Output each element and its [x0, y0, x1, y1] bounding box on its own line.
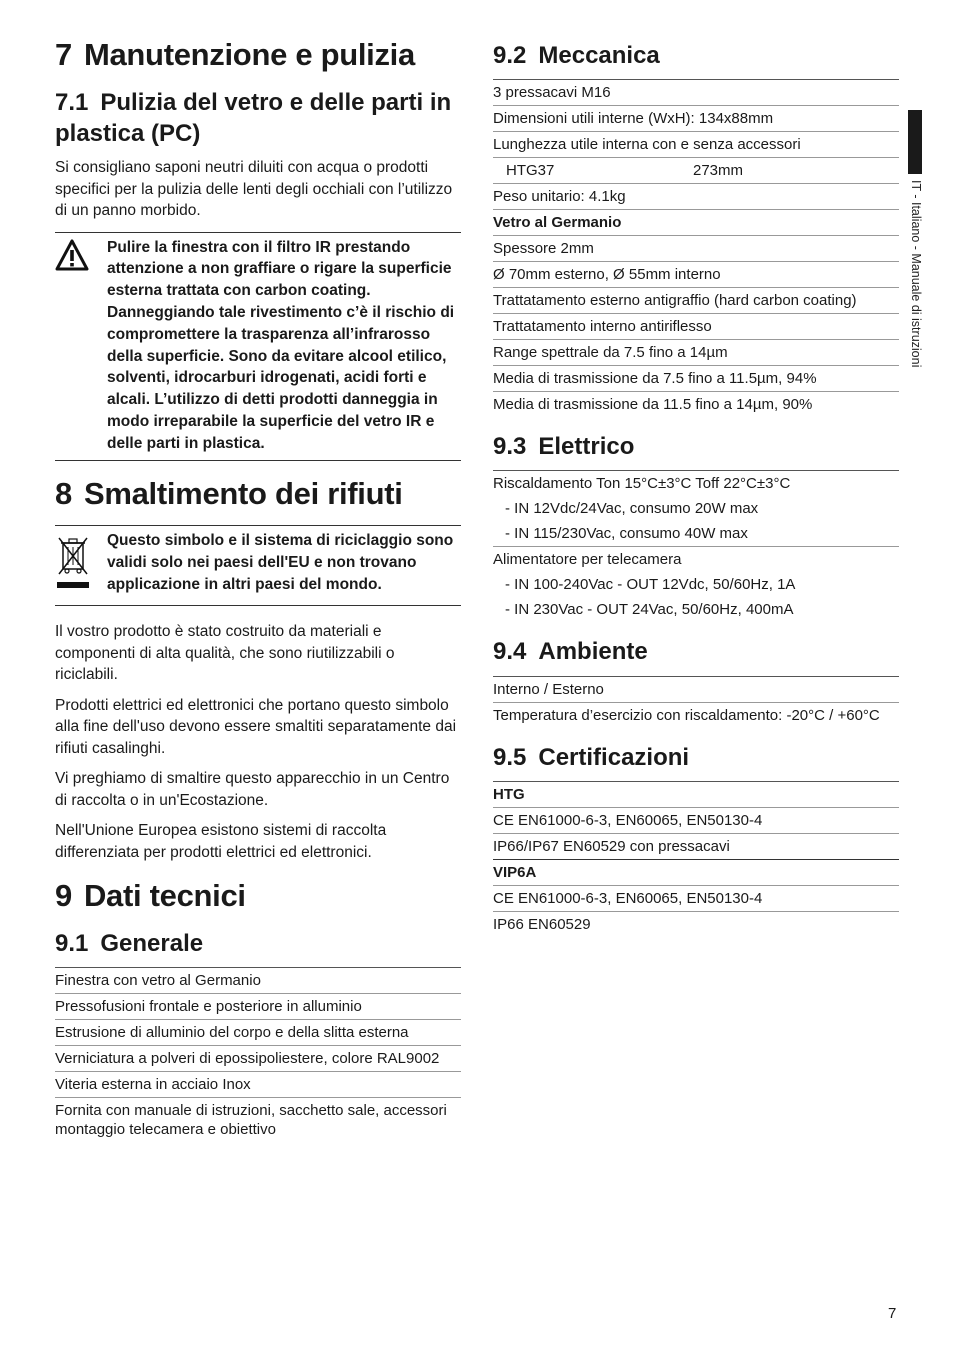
- spec-row: Dimensioni utili interne (WxH): 134x88mm: [493, 106, 899, 132]
- section-9-3-heading: 9.3 Elettrico: [493, 433, 635, 461]
- general-spec-table: [55, 967, 461, 1142]
- disposal-paragraph: Nell'Unione Europea esistono sistemi di raccolta differenziata per prodotti elettrici ed elettronici.: [55, 822, 387, 861]
- electrical-spec-table: [493, 470, 899, 622]
- spec-row: Verniciatura a polveri di epossipoliestere, colore RAL9002: [55, 1046, 461, 1072]
- spec-row: Temperatura d’esercizio con riscaldamento: -20°C / +60°C: [493, 706, 880, 724]
- spec-subheading: VIP6A: [493, 860, 899, 886]
- warning-triangle-icon: [55, 237, 107, 455]
- section-9-1-heading: 9.1 Generale: [55, 930, 204, 958]
- warning-text: Pulire la finestra con il filtro IR prestando attenzione a non graffiare o rigare la superficie esterna trattata con carbon coating. Danneggiando tale rivestimento c’è il rischio di compromettere la trasparenza all’infrarosso della superficie. Sono da evitare alcool etilico, solventi, idrocarburi idrogenati, acidi forti e alcali. L’utilizzo di detti prodotti danneggia in modo irreparabile la superficie del vetro IR e delle parti in plastica.: [107, 238, 455, 452]
- cleaning-paragraph: Si consigliano saponi neutri diluiti con acqua o prodotti specifici per la pulizia delle lenti degli occhiali con l’utilizzo di un panno morbido.: [55, 159, 453, 220]
- sidebar-language-label: IT - Italiano - Manuale di istruzioni: [909, 180, 923, 368]
- spec-row: Finestra con vetro al Germanio: [55, 968, 461, 994]
- disposal-paragraph: Il vostro prodotto è stato costruito da materiali e componenti di alta qualità, che sono riutilizzabili o riciclabili.: [55, 623, 395, 684]
- spec-row: CE EN61000-6-3, EN60065, EN50130-4: [493, 808, 899, 834]
- page-number: 7: [888, 1305, 897, 1322]
- disposal-paragraph: Vi preghiamo di smaltire questo apparecchio in un Centro di raccolta o in un'Ecostazione.: [55, 770, 450, 809]
- section-7-heading: 7 Manutenzione e pulizia: [55, 37, 415, 72]
- language-tab-marker: [908, 110, 922, 174]
- section-9-5-heading: 9.5 Certificazioni: [493, 743, 690, 771]
- section-9-4-heading: 9.4 Ambiente: [493, 638, 648, 666]
- spec-row: Media di trasmissione da 11.5 fino a 14µm, 90%: [493, 396, 813, 414]
- disposal-paragraph: Prodotti elettrici ed elettronici che portano questo simbolo alla fine dell'uso devono essere smaltiti separatamente dai rifiuti casalinghi.: [55, 696, 457, 757]
- spec-row: Pressofusioni frontale e posteriore in alluminio: [55, 994, 461, 1020]
- section-7-1-heading: 7.1 Pulizia del vetro e delle parti in plastica (PC): [55, 88, 452, 147]
- model-cell: HTG37: [506, 162, 555, 180]
- right-column: [493, 40, 899, 951]
- spec-row: Media di trasmissione da 7.5 fino a 11.5µm, 94%: [493, 366, 899, 392]
- left-column: [55, 36, 461, 1156]
- spec-row: Viteria esterna in acciaio Inox: [55, 1072, 461, 1098]
- spec-row: Peso unitario: 4.1kg: [493, 184, 899, 210]
- spec-row: IP66 EN60529: [493, 915, 591, 933]
- spec-row: 3 pressacavi M16: [493, 80, 899, 106]
- spec-row: Fornita con manuale di istruzioni, sacchetto sale, accessori montaggio telecamera e obiettivo: [55, 1102, 447, 1139]
- mechanical-spec-table: [493, 79, 899, 417]
- spec-row: Range spettrale da 7.5 fino a 14µm: [493, 340, 899, 366]
- spec-list-item: - IN 12Vdc/24Vac, consumo 20W max: [505, 500, 759, 518]
- spec-row: Estrusione di alluminio del corpo e della slitta esterna: [55, 1020, 461, 1046]
- spec-list-item: - IN 230Vac - OUT 24Vac, 50/60Hz, 400mA: [505, 601, 794, 619]
- certification-table: [493, 781, 899, 937]
- section-9-heading: 9 Dati tecnici: [55, 878, 246, 914]
- spec-row: Spessore 2mm: [493, 236, 899, 262]
- weee-notice-text: Questo simbolo e il sistema di riciclaggio sono validi solo nei paesi dell'EU e non trovano applicazione in altri paesi del mondo.: [107, 532, 454, 593]
- spec-list-item: - IN 100-240Vac - OUT 12Vdc, 50/60Hz, 1A: [505, 576, 796, 594]
- spec-subheading: Vetro al Germanio: [493, 210, 899, 236]
- environment-spec-table: [493, 676, 899, 728]
- spec-row: Trattatamento esterno antigraffio (hard carbon coating): [493, 288, 899, 314]
- spec-row: Riscaldamento Ton 15°C±3°C Toff 22°C±3°C: [493, 475, 791, 493]
- warning-box: [55, 232, 461, 461]
- spec-row: Ø 70mm esterno, Ø 55mm interno: [493, 262, 899, 288]
- spec-row: Lunghezza utile interna con e senza accessori: [493, 132, 899, 158]
- length-cell: 273mm: [693, 162, 744, 180]
- spec-subheading: HTG: [493, 782, 899, 808]
- spec-row-model-length: [493, 158, 899, 184]
- section-9-2-heading: 9.2 Meccanica: [493, 42, 660, 69]
- spec-row: Interno / Esterno: [493, 677, 899, 703]
- spec-list-item: - IN 115/230Vac, consumo 40W max: [493, 521, 899, 547]
- spec-row: Alimentatore per telecamera: [493, 551, 682, 569]
- weee-notice-box: [55, 525, 461, 606]
- section-8-heading: 8 Smaltimento dei rifiuti: [55, 475, 403, 511]
- crossed-out-bin-icon: [55, 530, 107, 597]
- spec-row: IP66/IP67 EN60529 con pressacavi: [493, 834, 899, 860]
- spec-row: Trattatamento interno antiriflesso: [493, 314, 899, 340]
- spec-row: CE EN61000-6-3, EN60065, EN50130-4: [493, 886, 899, 912]
